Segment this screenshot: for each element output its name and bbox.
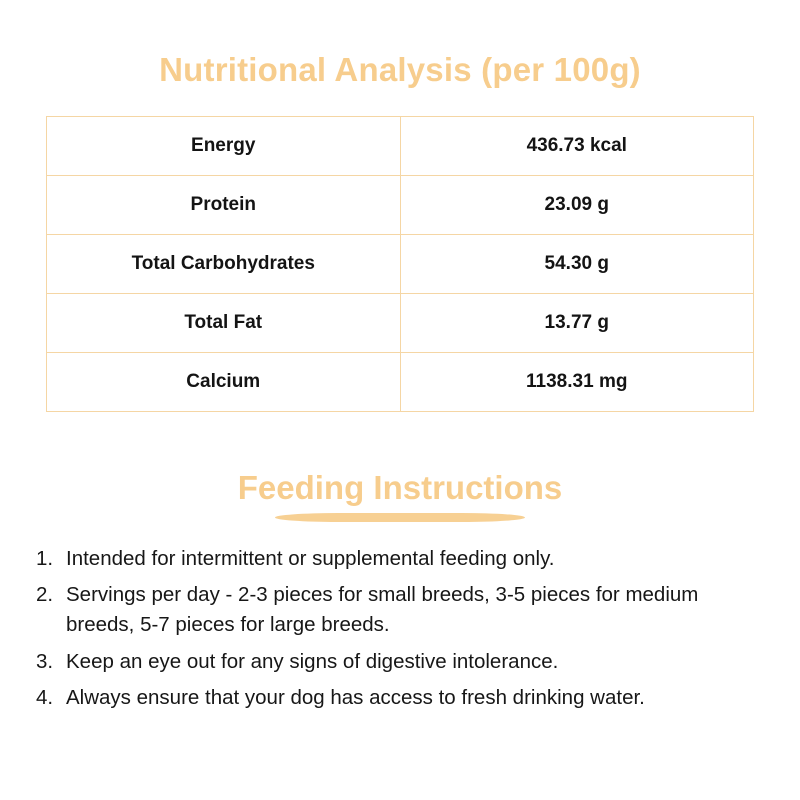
- feeding-instructions-list: [0, 544, 800, 714]
- list-item: Servings per day - 2-3 pieces for small breeds, 3-5 pieces for medium breeds, 5-7 pieces for large breeds.: [66, 582, 699, 637]
- nutrient-label: Calcium: [47, 353, 401, 412]
- nutrition-title: Nutritional Analysis (per 100g): [159, 51, 641, 88]
- table-row: [47, 235, 754, 294]
- nutrient-value: 436.73 kcal: [400, 117, 754, 176]
- nutrient-value: 54.30 g: [400, 235, 754, 294]
- nutrient-label: Total Carbohydrates: [47, 235, 401, 294]
- nutrient-value: 1138.31 mg: [400, 353, 754, 412]
- feeding-title-wrapper: [0, 470, 800, 521]
- table-row: [47, 176, 754, 235]
- nutrient-label: Energy: [47, 117, 401, 176]
- table-row: [47, 353, 754, 412]
- table-row: [47, 294, 754, 353]
- nutrition-table-wrapper: [46, 116, 754, 412]
- list-item: Always ensure that your dog has access to fresh drinking water.: [66, 685, 645, 709]
- nutrient-value: 23.09 g: [400, 176, 754, 235]
- table-row: [47, 117, 754, 176]
- feeding-title: Feeding Instructions: [237, 469, 563, 507]
- nutrient-label: Protein: [47, 176, 401, 235]
- list-item: Keep an eye out for any signs of digestive intolerance.: [66, 649, 559, 673]
- nutrient-label: Total Fat: [47, 294, 401, 353]
- title-underline-decoration: [275, 513, 525, 522]
- nutrition-table: [46, 116, 754, 412]
- nutrient-value: 13.77 g: [400, 294, 754, 353]
- list-item: Intended for intermittent or supplemental feeding only.: [66, 546, 555, 570]
